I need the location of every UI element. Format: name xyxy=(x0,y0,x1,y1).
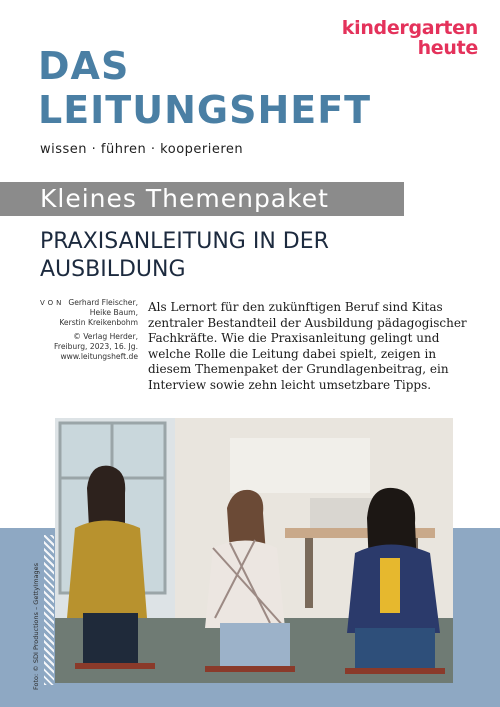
author-name: Kerstin Kreikenbohm xyxy=(59,318,138,327)
publisher-line: www.leitungsheft.de xyxy=(60,352,138,361)
publisher-line: © Verlag Herder, xyxy=(73,332,138,341)
credits-von: VON xyxy=(40,299,65,307)
section-band-label: Kleines Themenpaket xyxy=(40,184,329,213)
article-credits xyxy=(40,298,138,362)
title-line2: LEITUNGSHEFT xyxy=(38,88,372,132)
author-name: Gerhard Fleischer, xyxy=(68,298,138,307)
magazine-title xyxy=(38,44,371,132)
headline-line2: AUSBILDUNG xyxy=(40,257,186,282)
credits-publisher xyxy=(40,332,138,362)
author-name: Heike Baum, xyxy=(89,308,138,317)
title-line1: DAS xyxy=(38,44,130,88)
hatch-decoration xyxy=(44,535,54,685)
brand-line2: heute xyxy=(417,37,478,59)
cover-photo xyxy=(55,418,453,683)
brand-line1: kindergarten xyxy=(341,17,478,39)
photo-credit: Foto: © SDI Productions – GettyImages xyxy=(32,562,40,690)
article-headline xyxy=(40,228,329,284)
lead-paragraph: Als Lernort für den zukünftigen Beruf sind Kitas zentraler Bestandteil der Ausbildung pädagogischer Fachkräfte. Wie die Praxisanleitung gelingt und welche Rolle die Leitung dabei spielt, zeigen in diesem Themenpaket der Grundlagenbeitrag, ein Interview sowie zehn leicht umsetzbare Tipps. xyxy=(148,300,467,392)
headline-line1: PRAXISANLEITUNG IN DER xyxy=(40,229,329,254)
publisher-line: Freiburg, 2023, 16. Jg. xyxy=(54,342,138,351)
magazine-subtitle: wissen · führen · kooperieren xyxy=(40,142,244,157)
